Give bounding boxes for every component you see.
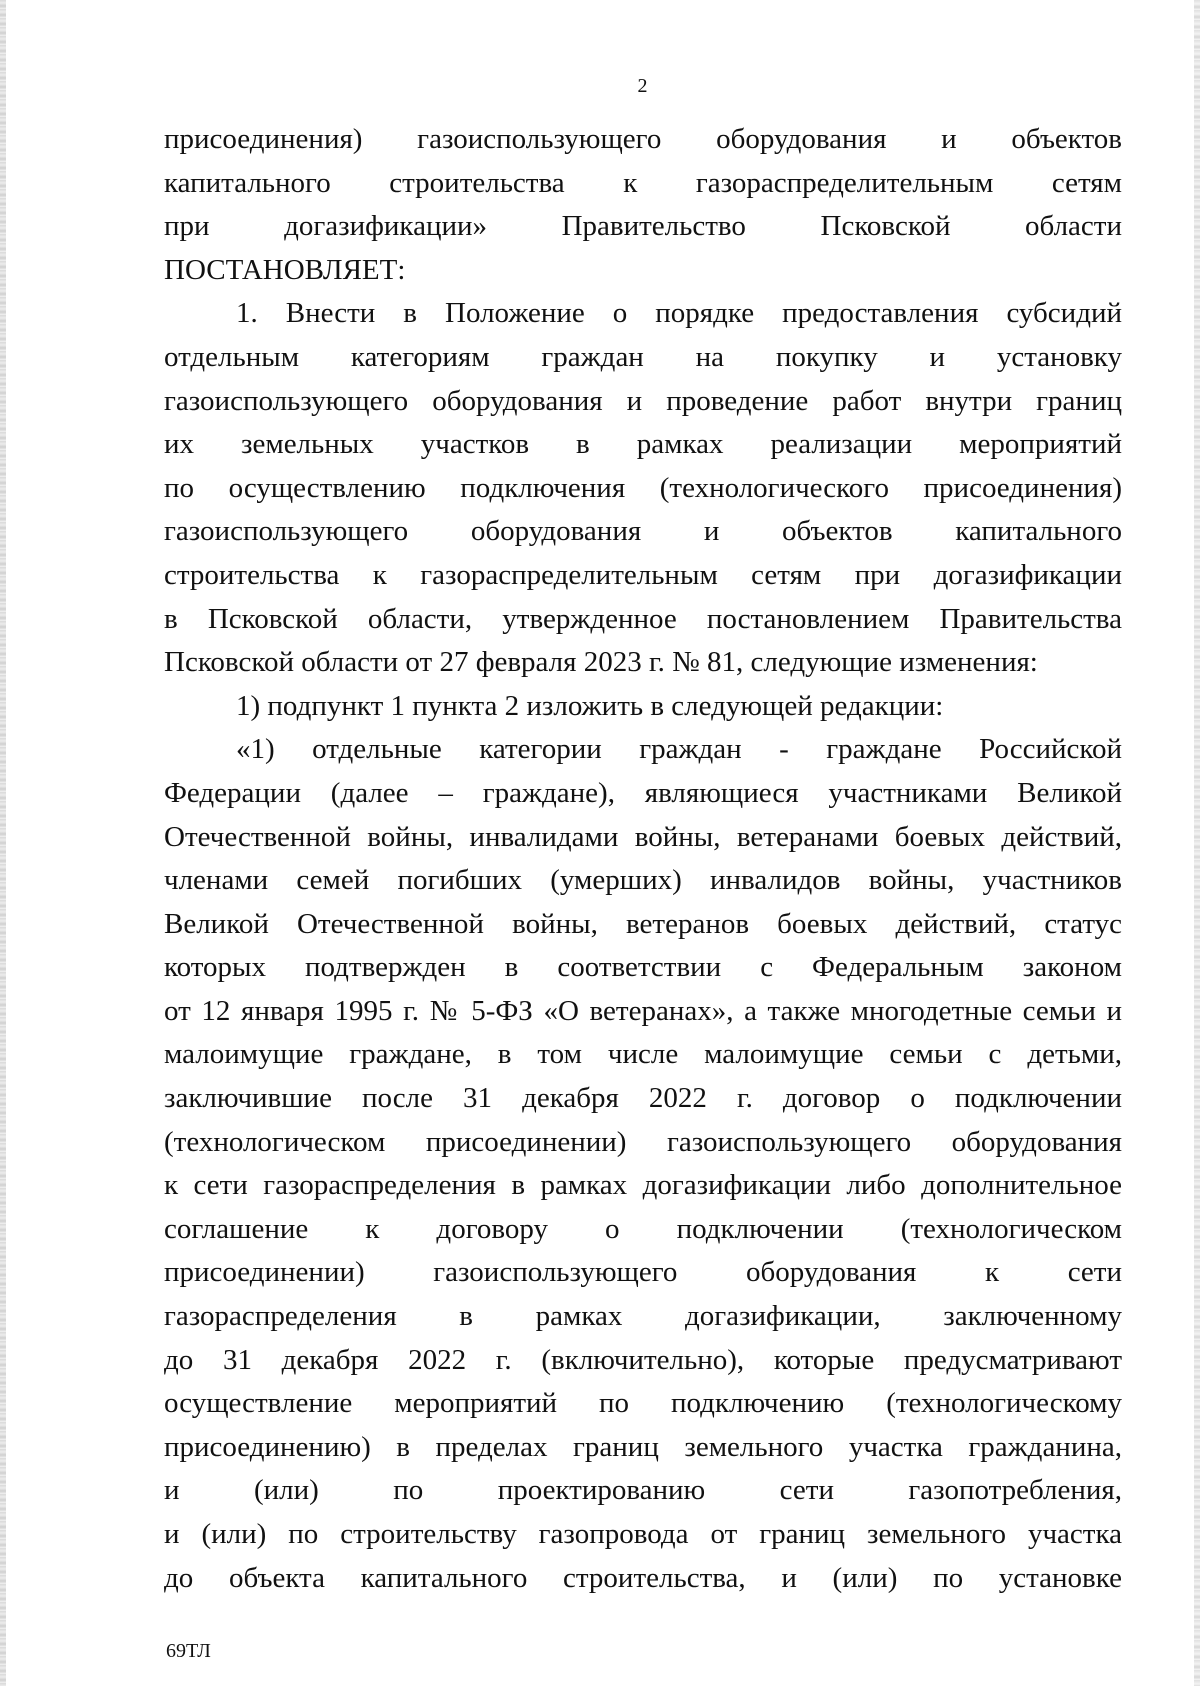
text-line: Отечественной войны, инвалидами войны, ветеранами боевых действий, [164,820,1122,853]
text-line: 1. Внести в Положение о порядке предоставления субсидий [236,297,1122,330]
text-line: Великой Отечественной войны, ветеранов боевых действий, статус [164,907,1122,940]
document-body [164,118,1122,1600]
text-line: капитального строительства к газораспределительным сетям [164,166,1122,199]
text-line: при догазификации» Правительство Псковской области [164,210,1122,243]
text-line: ПОСТАНОВЛЯЕТ: [164,253,406,286]
footer-code: 69ТЛ [166,1640,211,1662]
text-line: к сети газораспределения в рамках догазификации либо дополнительное [164,1169,1122,1202]
text-line: отдельным категориям граждан на покупку и установку [164,340,1122,373]
text-line: по осуществлению подключения (технологического присоединения) [164,471,1122,504]
text-line: соглашение к договору о подключении (технологическом [164,1212,1122,1245]
scan-edge-left [0,0,6,1686]
text-line: присоединении) газоиспользующего оборудования к сети [164,1256,1122,1289]
text-line: «1) отдельные категории граждан - граждане Российской [236,733,1122,766]
text-line: 1) подпункт 1 пункта 2 изложить в следующей редакции: [236,689,944,722]
text-line: до объекта капитального строительства, и (или) по установке [164,1561,1122,1594]
text-line: малоимущие граждане, в том числе малоимущие семьи с детьми, [164,1038,1122,1071]
text-line: и (или) по строительству газопровода от границ земельного участка [164,1518,1122,1550]
text-line: их земельных участков в рамках реализации мероприятий [164,428,1122,461]
text-line: заключившие после 31 декабря 2022 г. договор о подключении [164,1082,1122,1115]
text-line: газоиспользующего оборудования и объектов капитального [164,515,1122,548]
text-line: осуществление мероприятий по подключению (технологическому [164,1387,1122,1420]
page-number: 2 [637,75,648,97]
scan-edge-right [1194,0,1200,1686]
text-line: Псковской области от 27 февраля 2023 г. № 81, следующие изменения: [164,646,1038,679]
text-line: газораспределения в рамках догазификации, заключенному [164,1300,1122,1333]
text-line: членами семей погибших (умерших) инвалидов войны, участников [164,864,1122,897]
text-line: присоединения) газоиспользующего оборудования и объектов [164,123,1122,155]
text-line: Федерации (далее – граждане), являющиеся участниками Великой [164,776,1122,809]
text-line: газоиспользующего оборудования и проведение работ внутри границ [164,384,1122,417]
text-line: которых подтвержден в соответствии с Федеральным законом [164,951,1122,984]
text-line: присоединению) в пределах границ земельного участка гражданина, [164,1430,1122,1463]
text-line: (технологическом присоединении) газоиспользующего оборудования [164,1125,1122,1158]
text-line: от 12 января 1995 г. № 5-ФЗ «О ветеранах», а также многодетные семьи и [164,994,1122,1027]
text-line: до 31 декабря 2022 г. (включительно), которые предусматривают [164,1343,1122,1376]
text-line: в Псковской области, утвержденное постановлением Правительства [164,602,1122,635]
text-line: строительства к газораспределительным сетям при догазификации [164,558,1122,591]
text-line: и (или) по проектированию сети газопотребления, [164,1474,1122,1507]
